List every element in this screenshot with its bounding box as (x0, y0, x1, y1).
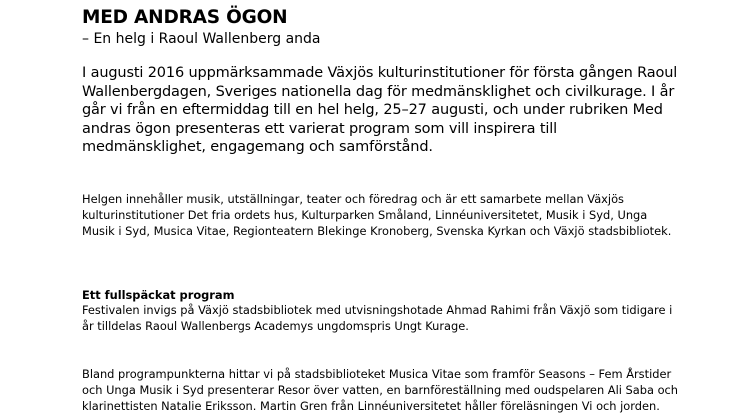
body-paragraph-opening: Festivalen invigs på Växjö stadsbibliotek med utvisningshotade Ahmad Rahimi från Växjö som tidigare i år tilldelas Raoul Wallenbergs Academys ungdomspris Ungt Kurage. (82, 303, 673, 333)
section-heading: Ett fullspäckat program (82, 288, 235, 302)
document-subtitle: – En helg i Raoul Wallenberg anda (82, 31, 321, 47)
document-page (82, 6, 732, 413)
body-paragraph-partners: Helgen innehåller musik, utställningar, teater och föredrag och är ett samarbete mellan Växjös kulturinstitutioner Det fria ordets hus, Kulturparken Småland, Linnéuniversitetet, Musik i Syd, Unga Musik i Syd, Musica Vitae, Regionteatern Blekinge Kronoberg, Svenska Kyrkan och Växjö stadsbibliotek. (82, 192, 672, 238)
document-title: MED ANDRAS ÖGON (82, 7, 288, 28)
lead-paragraph: I augusti 2016 uppmärksammade Växjös kulturinstitutioner för första gången Raoul Wallenbergdagen, Sveriges nationella dag för medmänsklighet och civilkurage. I år går vi från en eftermiddag till en hel helg, 25–27 augusti, och under rubriken Med andras ögon presenteras ett varierat program som vill inspirera till medmänsklighet, engagemang och samförstånd. (82, 65, 678, 156)
body-paragraph-program: Bland programpunkterna hittar vi på stadsbiblioteket Musica Vitae som framför Seasons – Fem Årstider och Unga Musik i Syd presenterar Resor över vatten, en barnföreställning med oudspelaren Ali Saba och klarinettisten Natalie Eriksson. Martin Gren från Linnéuniversitetet håller föreläsningen Vi och jorden. (82, 367, 679, 413)
